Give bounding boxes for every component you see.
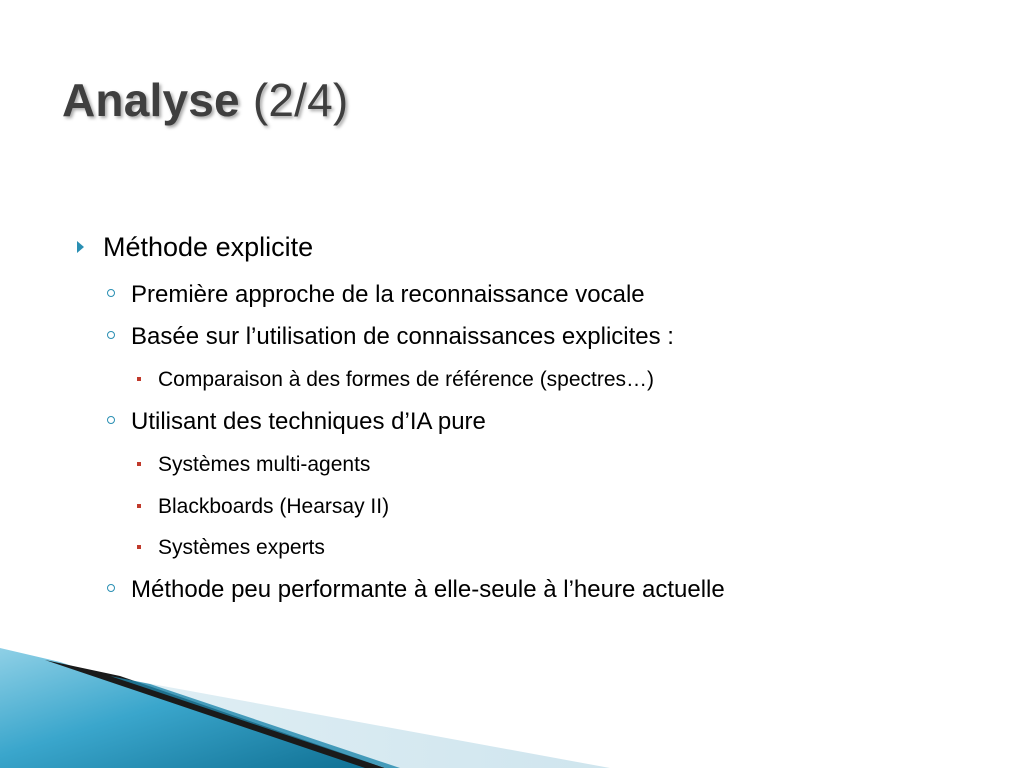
bullet-item: Utilisant des techniques d’IA pure — [131, 408, 486, 435]
bullet-item: Méthode explicite — [103, 232, 314, 262]
bullet-item: Systèmes experts — [158, 536, 325, 559]
slide-title-suffix: (2/4) — [239, 74, 349, 126]
circle-bullet-icon — [107, 331, 115, 339]
circle-bullet-icon — [107, 416, 115, 424]
square-bullet-icon — [137, 377, 141, 381]
circle-bullet-icon — [107, 289, 115, 297]
square-bullet-icon — [137, 504, 141, 508]
triangle-bullet-icon — [77, 241, 84, 253]
bullet-item: Blackboards (Hearsay II) — [158, 495, 390, 518]
bullet-item: Comparaison à des formes de référence (spectres…) — [158, 368, 655, 391]
square-bullet-icon — [137, 462, 141, 466]
square-bullet-icon — [137, 545, 141, 549]
circle-bullet-icon — [107, 584, 115, 592]
bullet-item: Systèmes multi-agents — [158, 453, 371, 476]
bullet-item: Première approche de la reconnaissance vocale — [131, 281, 645, 308]
slide-title-main: Analyse — [62, 74, 240, 126]
bullet-item: Méthode peu performante à elle-seule à l’heure actuelle — [131, 576, 725, 603]
bullet-item: Basée sur l’utilisation de connaissances explicites : — [131, 323, 674, 350]
